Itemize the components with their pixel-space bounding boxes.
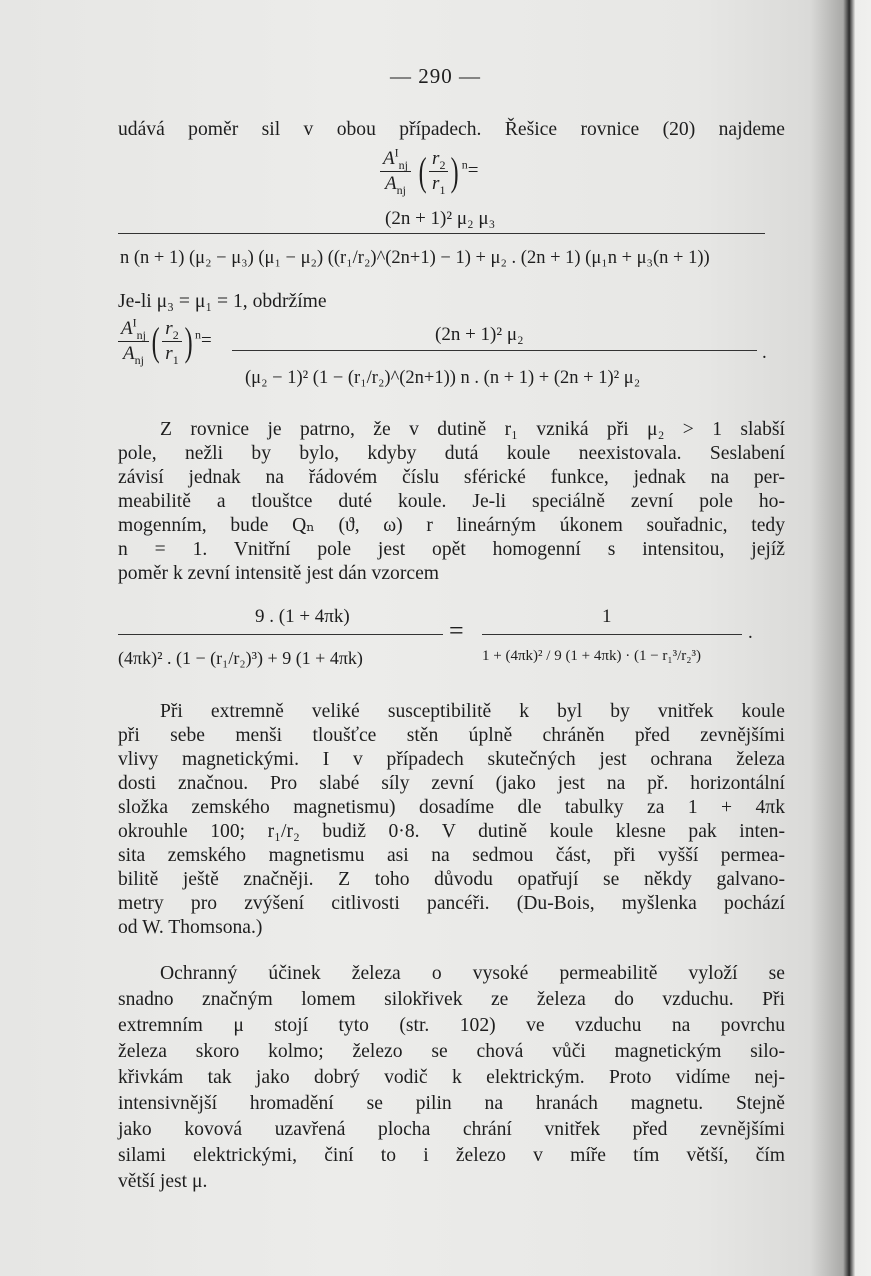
intro-line: udává poměr sil v obou případech. Řešice rovnice (20) najdeme (118, 119, 785, 140)
amplitude-ratio: $\frac{A^I_{nj}}{A_{nj}}$ (380, 148, 411, 195)
text-line: bilitě ještě značněji. Z toho důvodu opatřují se někdy galvano- (118, 869, 785, 890)
condition-line: Je-li μ₃ = μ₁ = 1, obdržíme (118, 291, 327, 312)
text-line: metry pro zvýšení citlivosti pancéři. (Du-Bois, myšlenka pochází (118, 893, 785, 914)
equation-3-period: . (748, 622, 753, 643)
text-line: dosti značnou. Pro slabé síly zevní (jako jest na př. horizontální (118, 773, 785, 794)
equation-3-left-denominator: (4πk)² . (1 − (r₁/r₂)³) + 9 (1 + 4πk) (118, 648, 363, 668)
equation-1-lhs: $\frac{A^I_{nj}}{A_{nj}}$ ( $\frac{r_2}{r_1}$ ) $^n$= (380, 148, 478, 195)
text-line: větší jest μ. (118, 1171, 208, 1192)
equation-2-fraction-bar (232, 350, 757, 351)
equation-3-equals: = (449, 616, 464, 645)
equation-1-fraction-bar (118, 233, 765, 234)
text-line: Ochranný účinek železa o vysoké permeabilitě vyloží se (160, 963, 785, 984)
text-line: od W. Thomsona.) (118, 917, 263, 938)
equation-3-right-denominator: 1 + (4πk)² / 9 (1 + 4πk) · (1 − r₁³/r₂³) (482, 648, 702, 664)
text-line: intensivnější hromadění se pilin na hranách magnetu. Stejně (118, 1093, 785, 1114)
text-line: poměr k zevní intensitě jest dán vzorcem (118, 563, 440, 584)
text-line: Při extremně veliké susceptibilitě k byl by vnitřek koule (160, 701, 785, 722)
text-line: okrouhle 100; r₁/r₂ budiž 0·8. V dutině koule klesne pak inten- (118, 821, 785, 842)
equation-3-left-fraction-bar (118, 634, 443, 635)
equation-3-left-numerator: 9 . (1 + 4πk) (255, 606, 350, 627)
text-line: jako kovová uzavřená plocha chrání vnitřek před zevnějšími (118, 1119, 785, 1140)
text-line: křivkám tak jako dobrý vodič k elektrickým. Proto vidíme nej- (118, 1067, 785, 1088)
text-line: silami elektrickými, činí to i železo v míře tím větší, čím (118, 1145, 785, 1166)
equation-3-right-fraction-bar (482, 634, 742, 635)
text-line: sita zemského magnetismu asi na sedmou část, při vyšší permea- (118, 845, 785, 866)
text-line: extremním μ stojí tyto (str. 102) ve vzduchu na povrchu (118, 1015, 785, 1036)
text-line: n = 1. Vnitřní pole jest opět homogenní s intensitou, jejíž (118, 539, 785, 560)
text-line: při sebe menši tloušťce stěn úplně chráněn před zevnějšími (118, 725, 785, 746)
text-line: železa skoro kolmo; železo se chová vůči magnetickým silo- (118, 1041, 785, 1062)
text-line: meabilitě a tlouštce duté koule. Je-li speciálně zevní pole ho- (118, 491, 785, 512)
equation-3-right-numerator: 1 (602, 606, 612, 627)
text-line: vlivy magnetickými. I v případech skutečných jest ochrana železa (118, 749, 785, 770)
page-number: — 290 — (390, 64, 481, 88)
text-line: mogenním, bude Qₙ (ϑ, ω) r lineárným úkonem souřadnic, tedy (118, 515, 785, 536)
equation-2-denominator: (μ₂ − 1)² (1 − (r₁/r₂)^(2n+1)) n . (n + 1) + (2n + 1)² μ₂ (245, 368, 641, 388)
equation-2-lhs: $\frac{A^I_{nj}}{A_{nj}}$ ( $\frac{r_2}{r_1}$ ) $^n$= (118, 318, 212, 365)
equation-1-numerator: (2n + 1)² μ₂ μ₃ (385, 208, 496, 229)
text-line: snadno značným lomem silokřivek ze železa do vzduchu. Při (118, 989, 785, 1010)
text-line: pole, nežli by bylo, kdyby dutá koule neexistovala. Seslabení (118, 443, 785, 464)
text-line: složka zemského magnetismu) dosadíme dle tabulky za 1 + 4πk (118, 797, 785, 818)
equation-2-period: . (762, 342, 767, 363)
text-line: závisí jednak na řádovém číslu sférické funkce, jednak na per- (118, 467, 785, 488)
equation-1-denominator: n (n + 1) (μ₂ − μ₃) (μ₁ − μ₂) ((r₁/r₂)^(2n+1) − 1) + μ₂ . (2n + 1) (μ₁n + μ₃(n + 1)) (120, 248, 710, 268)
equation-2-numerator: (2n + 1)² μ₂ (435, 324, 524, 345)
text-line: Z rovnice je patrno, že v dutině r₁ vzniká při μ₂ > 1 slabší (160, 419, 785, 440)
